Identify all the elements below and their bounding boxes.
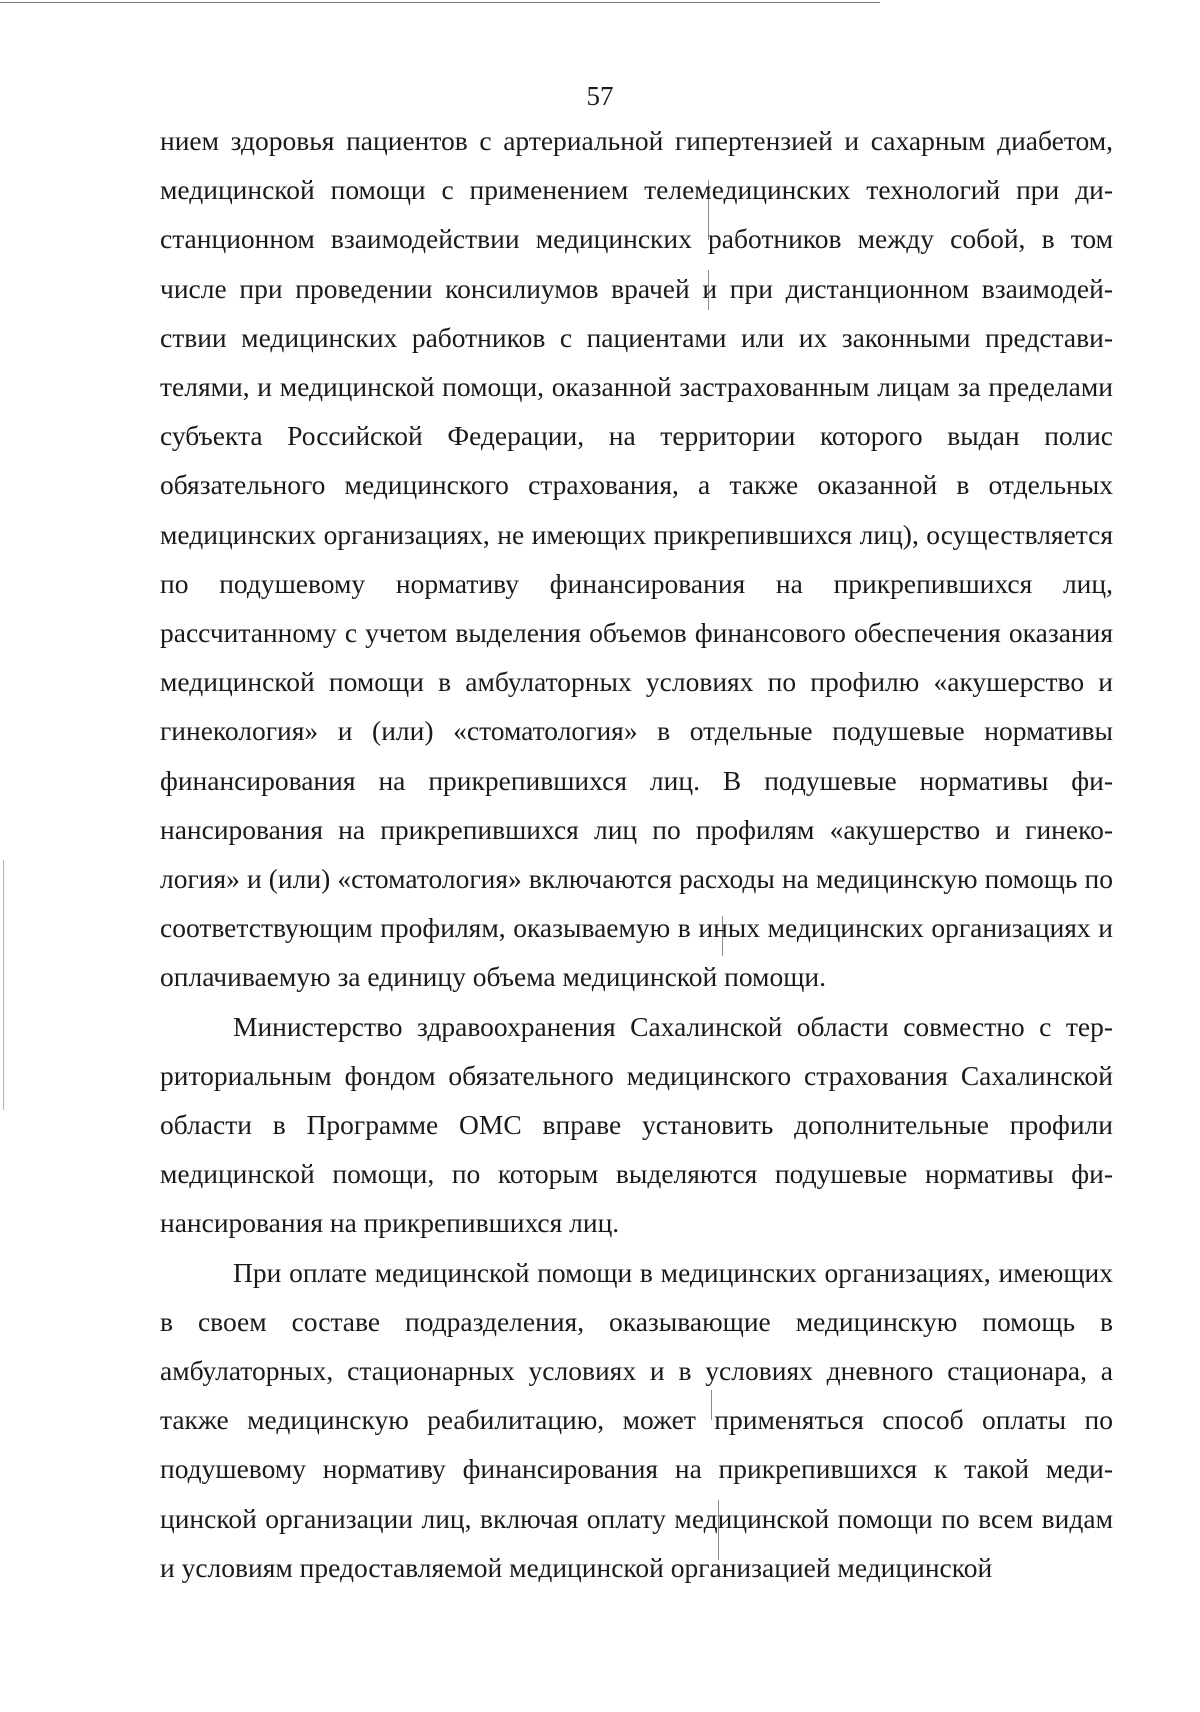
scan-top-edge bbox=[0, 2, 880, 3]
paragraph-2: Министерство здравоохранения Сахалинской области совместно с территориальным фондом обязательного медицинского страхования Сахалинской области в Программе ОМС вправе установить дополнительные профили медицинской помощи, по которым выделяются подушевые нормативы финансирования на прикрепившихся лиц. bbox=[160, 1010, 1113, 1239]
body-text bbox=[160, 116, 1113, 1592]
scan-left-edge bbox=[3, 860, 4, 1110]
page-number: 57 bbox=[586, 81, 614, 111]
paragraph-3: При оплате медицинской помощи в медицинских организациях, имеющих в своем составе подразделения, оказывающие медицинскую помощь в амбулаторных, стационарных условиях и в условиях дневного стационара, а также медицинскую реабилитацию, может применяться способ оплаты по подушевому нормативу финансирования на прикрепившихся к такой медицинской организации лиц, включая оплату медицинской помощи по всем видам и условиям предоставляемой медицинской организацией медицинской bbox=[160, 1256, 1113, 1583]
paragraph-1: нием здоровья пациентов с артериальной гипертензией и сахарным диабетом, медицинской помощи с применением телемедицинских технологий при дистанционном взаимодействии медицинских работников между собой, в том числе при проведении консилиумов врачей и при дистанционном взаимодействии медицинских работников с пациентами или их законными представителями, и медицинской помощи, оказанной застрахованным лицам за пределами субъекта Российской Федерации, на территории которого выдан полис обязательного медицинского страхования, а также оказанной в отдельных медицинских организациях, не имеющих прикрепившихся лиц), осуществляется по подушевому нормативу финансирования на прикрепившихся лиц, рассчитанному с учетом выделения объемов финансового обеспечения оказания медицинской помощи в амбулаторных условиях по профилю «акушерство и гинекология» и (или) «стоматология» в отдельные подушевые нормативы финансирования на прикрепившихся лиц. В подушевые нормативы финансирования на прикрепившихся лиц по профилям «акушерство и гинекология» и (или) «стоматология» включаются расходы на медицинскую помощь по соответствующим профилям, оказываемую в иных медицинских организациях и оплачиваемую за единицу объема медицинской помощи. bbox=[160, 125, 1113, 993]
